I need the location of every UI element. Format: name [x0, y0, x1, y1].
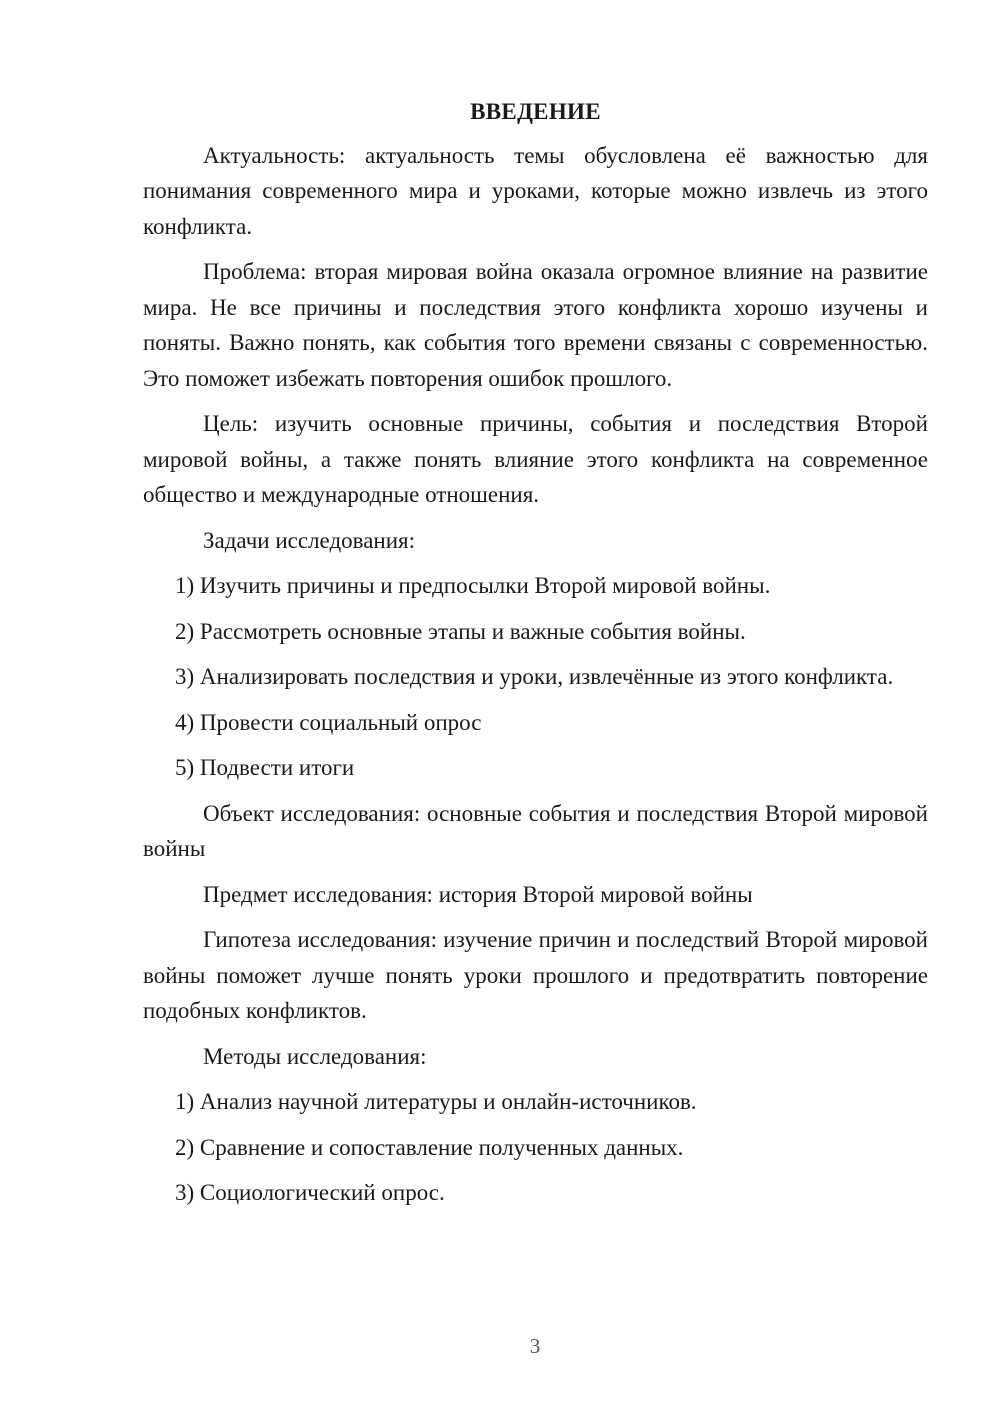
- task-item-2: 2) Рассмотреть основные этапы и важные события войны.: [175, 618, 746, 644]
- paragraph-goal: Цель: изучить основные причины, события и последствия Второй мировой войны, а также понять влияние этого конфликта на современное общество и международные отношения.: [143, 411, 928, 507]
- method-item-3: 3) Социологический опрос.: [175, 1180, 445, 1205]
- paragraph-methods-heading: Методы исследования:: [203, 1043, 427, 1069]
- paragraph-hypothesis: Гипотеза исследования: изучение причин и последствий Второй мировой войны поможет лучше понять уроки прошлого и предотвратить повторение подобных конфликтов.: [143, 927, 928, 1023]
- task-item-1: 1) Изучить причины и предпосылки Второй мировой войны.: [175, 573, 771, 598]
- paragraph-tasks-heading: Задачи исследования:: [203, 527, 416, 553]
- page-number: 3: [529, 1334, 541, 1358]
- section-title: ВВЕДЕНИЕ: [470, 99, 601, 124]
- paragraph-problem: Проблема: вторая мировая война оказала огромное влияние на развитие мира. Не все причины и последствия этого конфликта хорошо изучены и поняты. Важно понять, как события того времени связаны с современностью. Это поможет избежать повторения ошибок прошлого.: [143, 259, 928, 391]
- method-item-2: 2) Сравнение и сопоставление полученных данных.: [175, 1134, 684, 1160]
- task-item-5: 5) Подвести итоги: [175, 755, 355, 780]
- paragraph-subject: Предмет исследования: история Второй мировой войны: [203, 881, 753, 907]
- paragraph-object: Объект исследования: основные события и последствия Второй мировой войны: [143, 800, 928, 861]
- page-content: [143, 94, 928, 1221]
- task-item-3: 3) Анализировать последствия и уроки, извлечённые из этого конфликта.: [175, 664, 894, 689]
- method-item-1: 1) Анализ научной литературы и онлайн-источников.: [175, 1089, 697, 1114]
- task-item-4: 4) Провести социальный опрос: [175, 709, 482, 735]
- paragraph-relevance: Актуальность: актуальность темы обусловлена её важностью для понимания современного мира и уроками, которые можно извлечь из этого конфликта.: [143, 142, 928, 239]
